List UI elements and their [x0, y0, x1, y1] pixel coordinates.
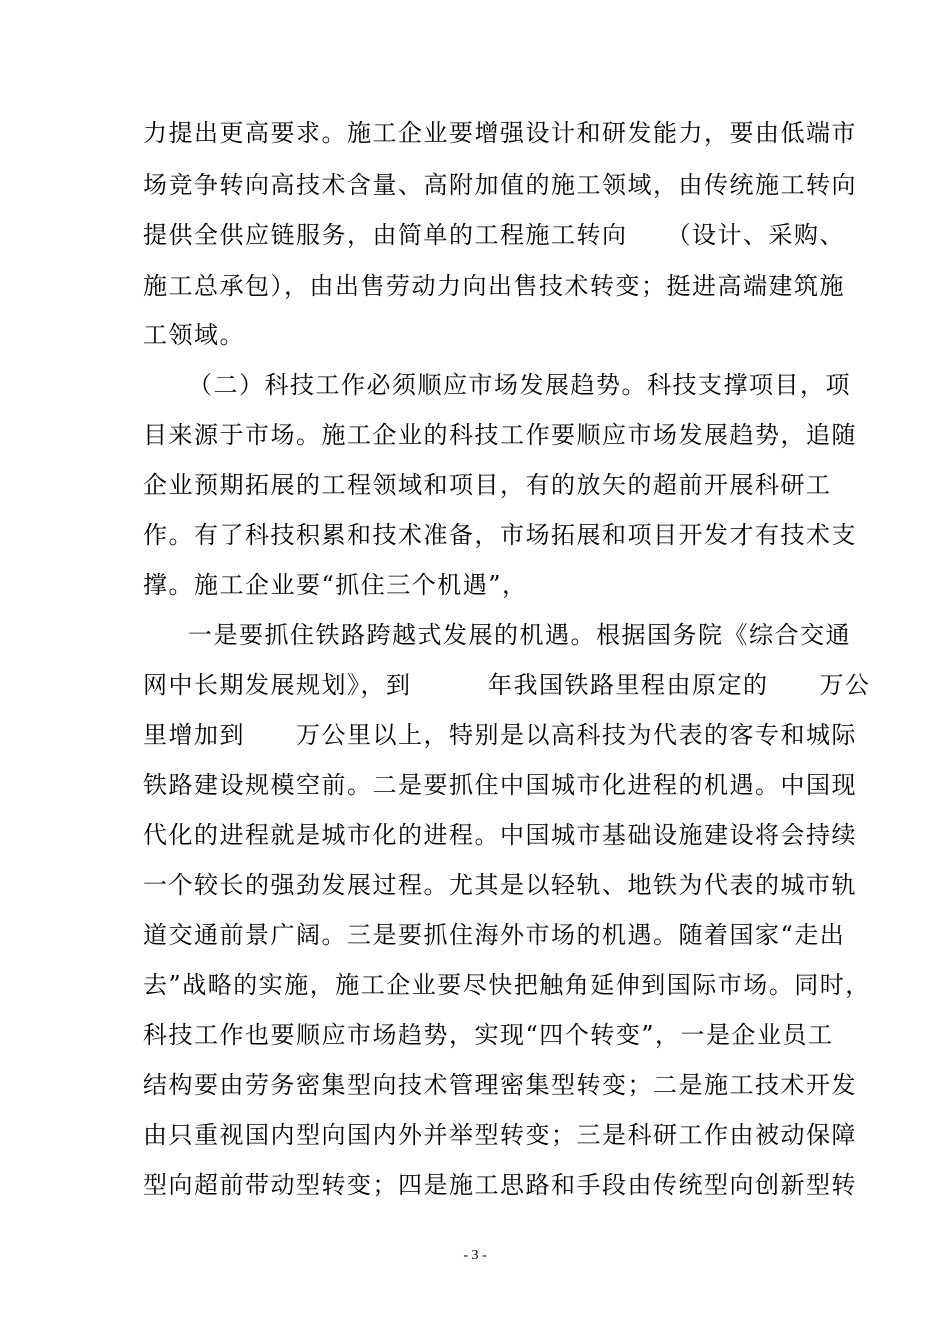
text-line: 铁路建设规模空前。二是要抓住中国城市化进程的机遇。中国现	[143, 771, 857, 799]
text-line: 由只重视国内型向国内外并举型转变；三是科研工作由被动保障	[143, 1121, 857, 1149]
text-line: 道交通前景广阔。三是要抓住海外市场的机遇。随着国家“走出	[143, 921, 846, 949]
text-line: 作。有了科技积累和技术准备，市场拓展和项目开发才有技术支	[143, 521, 857, 549]
text-line: 施工总承包），由出售劳动力向出售技术转变；挺进高端建筑施	[143, 272, 845, 300]
text-line: 代化的进程就是城市化的进程。中国城市基础设施建设将会持续	[143, 821, 857, 849]
text-line: 一个较长的强劲发展过程。尤其是以轻轨、地铁为代表的城市轨	[143, 871, 857, 899]
text-line: 场竞争转向高技术含量、高附加值的施工领域，由传统施工转向	[143, 171, 857, 199]
text-line: 一是要抓住铁路跨越式发展的机遇。根据国务院《综合交通	[188, 621, 851, 649]
text-line: 提供全供应链服务，由简单的工程施工转向 （设计、采购、	[143, 221, 845, 249]
text-line: 撑。施工企业要“抓住三个机遇”，	[143, 571, 528, 599]
text-line: 网中长期发展规划》，到 年我国铁路里程由原定的 万公	[143, 671, 871, 699]
text-line: （二）科技工作必须顺应市场发展趋势。科技支撑项目，项	[188, 371, 851, 399]
text-line: 目来源于市场。施工企业的科技工作要顺应市场发展趋势，追随	[143, 421, 857, 449]
page-number: - 3 -	[463, 1248, 487, 1263]
text-line: 工领域。	[143, 321, 245, 349]
text-line: 企业预期拓展的工程领域和项目，有的放矢的超前开展科研工	[143, 471, 832, 499]
text-line: 力提出更高要求。施工企业要增强设计和研发能力，要由低端市	[143, 119, 857, 147]
text-line: 去”战略的实施，施工企业要尽快把触角延伸到国际市场。同时，	[143, 971, 871, 999]
text-line: 结构要由劳务密集型向技术管理密集型转变；二是施工技术开发	[143, 1071, 857, 1099]
text-line: 型向超前带动型转变；四是施工思路和手段由传统型向创新型转	[143, 1171, 857, 1199]
text-line: 里增加到 万公里以上，特别是以高科技为代表的客专和城际	[143, 721, 857, 749]
text-line: 科技工作也要顺应市场趋势，实现“四个转变”，一是企业员工	[143, 1021, 834, 1049]
